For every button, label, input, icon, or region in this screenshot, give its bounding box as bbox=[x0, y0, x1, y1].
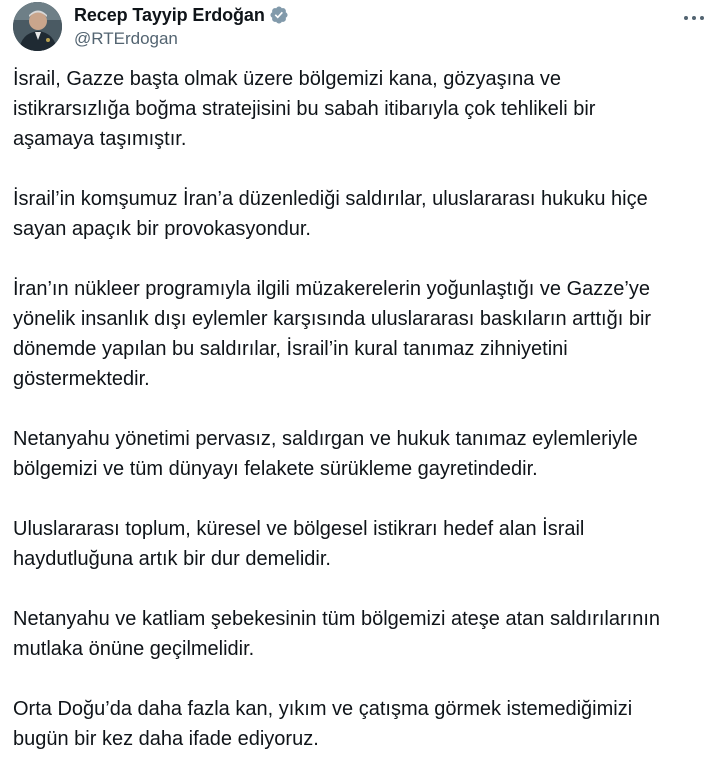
author-handle[interactable]: @RTErdogan bbox=[74, 29, 178, 48]
tweet-paragraph bbox=[13, 274, 721, 394]
tweet-text-line: dönemde yapılan bu saldırılar, İsrail’in kural tanımaz zihniyetini bbox=[13, 338, 568, 360]
avatar[interactable] bbox=[13, 2, 62, 51]
display-name[interactable]: Recep Tayyip Erdoğan bbox=[74, 4, 265, 25]
tweet-text-line: Uluslararası toplum, küresel ve bölgesel istikrarı hedef alan İsrail bbox=[13, 518, 585, 540]
tweet-text-line: aşamaya taşımıştır. bbox=[13, 128, 187, 150]
tweet-paragraph bbox=[13, 514, 721, 574]
display-name-row bbox=[74, 3, 289, 27]
tweet-text-line: İran’ın nükleer programıyla ilgili müzakerelerin yoğunlaştığı ve Gazze’ye bbox=[13, 278, 650, 300]
tweet-text-line: göstermektedir. bbox=[13, 368, 150, 390]
tweet-text-line: Orta Doğu’da daha fazla kan, yıkım ve çatışma görmek istemediğimizi bbox=[13, 698, 633, 720]
tweet-paragraph bbox=[13, 424, 721, 484]
paragraph-gap bbox=[13, 394, 721, 424]
tweet-text-line: istikrarsızlığa boğma stratejisini bu sabah itibarıyla çok tehlikeli bir bbox=[13, 98, 596, 120]
more-options-icon[interactable] bbox=[679, 8, 709, 28]
tweet-text-line: Netanyahu yönetimi pervasız, saldırgan ve hukuk tanımaz eylemleriyle bbox=[13, 428, 638, 450]
tweet-paragraph bbox=[13, 184, 721, 244]
paragraph-gap bbox=[13, 484, 721, 514]
paragraph-gap bbox=[13, 244, 721, 274]
tweet-text-line: mutlaka önüne geçilmelidir. bbox=[13, 638, 255, 660]
tweet-paragraph bbox=[13, 694, 721, 754]
tweet-text bbox=[13, 64, 721, 754]
tweet-paragraph bbox=[13, 64, 721, 154]
verified-badge-icon bbox=[269, 5, 289, 25]
author-names bbox=[74, 3, 289, 49]
paragraph-gap bbox=[13, 664, 721, 694]
tweet-header bbox=[13, 2, 709, 54]
tweet-text-line: bölgemizi ve tüm dünyayı felakete sürükleme gayretindedir. bbox=[13, 458, 538, 480]
tweet-text-line: İsrail’in komşumuz İran’a düzenlediği saldırılar, uluslararası hukuku hiçe bbox=[13, 188, 648, 210]
tweet-text-line: bugün bir kez daha ifade ediyoruz. bbox=[13, 728, 319, 750]
tweet-text-line: Netanyahu ve katliam şebekesinin tüm bölgemizi ateşe atan saldırılarının bbox=[13, 608, 661, 630]
tweet-text-line: haydutluğuna artık bir dur demelidir. bbox=[13, 548, 331, 570]
tweet-text-line: yönelik insanlık dışı eylemler karşısında uluslararası baskıların arttığı bir bbox=[13, 308, 652, 330]
tweet-text-line: İsrail, Gazze başta olmak üzere bölgemizi kana, gözyaşına ve bbox=[13, 68, 562, 90]
tweet-text-line: sayan apaçık bir provokasyondur. bbox=[13, 218, 311, 240]
tweet-paragraph bbox=[13, 604, 721, 664]
paragraph-gap bbox=[13, 154, 721, 184]
paragraph-gap bbox=[13, 574, 721, 604]
